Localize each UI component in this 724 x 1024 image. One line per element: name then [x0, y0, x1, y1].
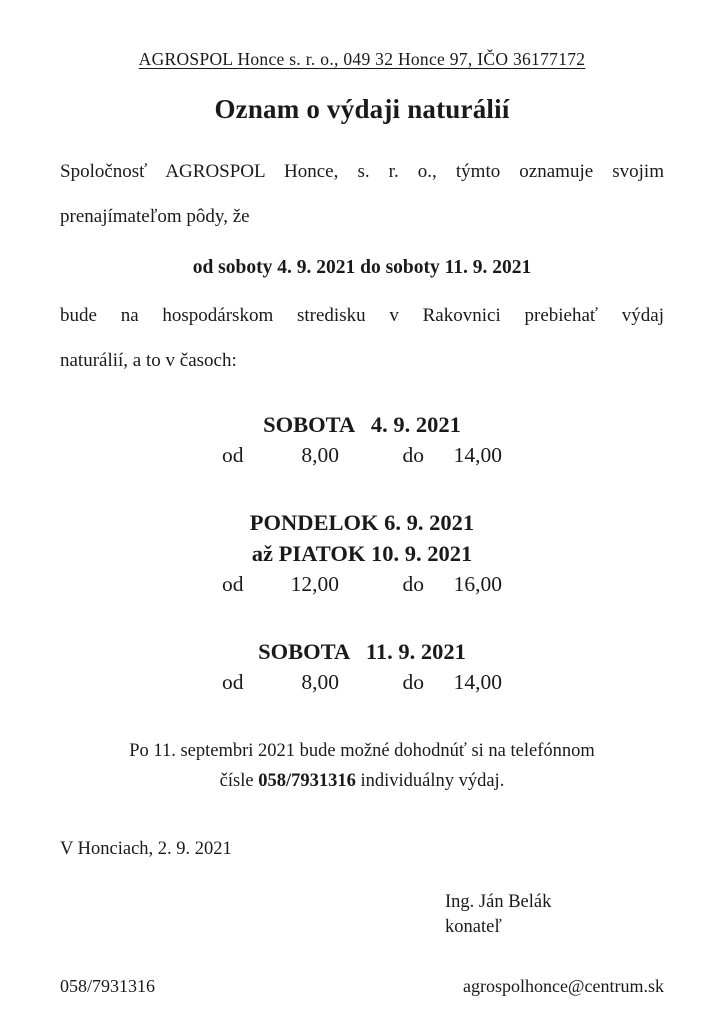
from-time: 8,00	[301, 443, 339, 467]
schedule-section	[60, 409, 664, 698]
footer	[60, 974, 664, 998]
company-header-text: AGROSPOL Honce s. r. o., 049 32 Honce 97, IČO 36177172	[138, 49, 586, 69]
from-label: od	[222, 572, 244, 596]
phone-number: 058/7931316	[258, 771, 356, 791]
schedule-day-heading: SOBOTA 11. 9. 2021	[258, 639, 466, 664]
to-time: 16,00	[453, 572, 502, 596]
to-label: do	[402, 670, 424, 694]
intro-line-1: Spoločnosť AGROSPOL Honce, s. r. o., týmto oznamuje svojim	[60, 161, 664, 182]
body-line-1: bude na hospodárskom stredisku v Rakovnici prebiehať výdaj	[60, 305, 664, 326]
signature-role: konateľ	[445, 917, 502, 937]
phone-note-line-2-prefix: čísle	[219, 771, 259, 791]
place-and-date: V Honciach, 2. 9. 2021	[60, 839, 232, 859]
from-label: od	[222, 670, 244, 694]
to-label: do	[402, 443, 424, 467]
schedule-block-weekdays	[60, 507, 664, 600]
schedule-day-heading: až PIATOK 10. 9. 2021	[251, 541, 473, 566]
from-label: od	[222, 443, 244, 467]
footer-email: agrospolhonce@centrum.sk	[462, 976, 664, 996]
signature-name: Ing. Ján Belák	[445, 892, 552, 912]
phone-note-line-1: Po 11. septembri 2021 bude možné dohodnúť si na telefónnom	[129, 741, 595, 761]
to-label: do	[402, 572, 424, 596]
date-range-line: od soboty 4. 9. 2021 do soboty 11. 9. 2021	[192, 257, 532, 278]
page-title: Oznam o výdaji naturálií	[214, 94, 510, 124]
schedule-day-heading: PONDELOK 6. 9. 2021	[249, 510, 475, 535]
schedule-block-saturday-1	[60, 409, 664, 471]
to-time: 14,00	[453, 443, 502, 467]
signature-block	[445, 890, 664, 940]
schedule-block-saturday-2	[60, 636, 664, 698]
from-time: 8,00	[301, 670, 339, 694]
company-header	[60, 48, 664, 70]
schedule-day-heading: SOBOTA 4. 9. 2021	[263, 412, 461, 437]
footer-phone: 058/7931316	[60, 976, 156, 996]
schedule-time-row	[60, 667, 664, 698]
intro-paragraph	[60, 149, 664, 239]
body-line-2: naturálií, a to v časoch:	[60, 350, 237, 371]
to-time: 14,00	[453, 670, 502, 694]
schedule-time-row	[60, 440, 664, 471]
from-time: 12,00	[290, 572, 339, 596]
schedule-time-row	[60, 569, 664, 600]
intro-line-2: prenajímateľom pôdy, že	[60, 206, 250, 227]
body-paragraph	[60, 293, 664, 383]
phone-note-line-2-suffix: individuálny výdaj.	[355, 771, 505, 791]
phone-note	[60, 736, 664, 796]
